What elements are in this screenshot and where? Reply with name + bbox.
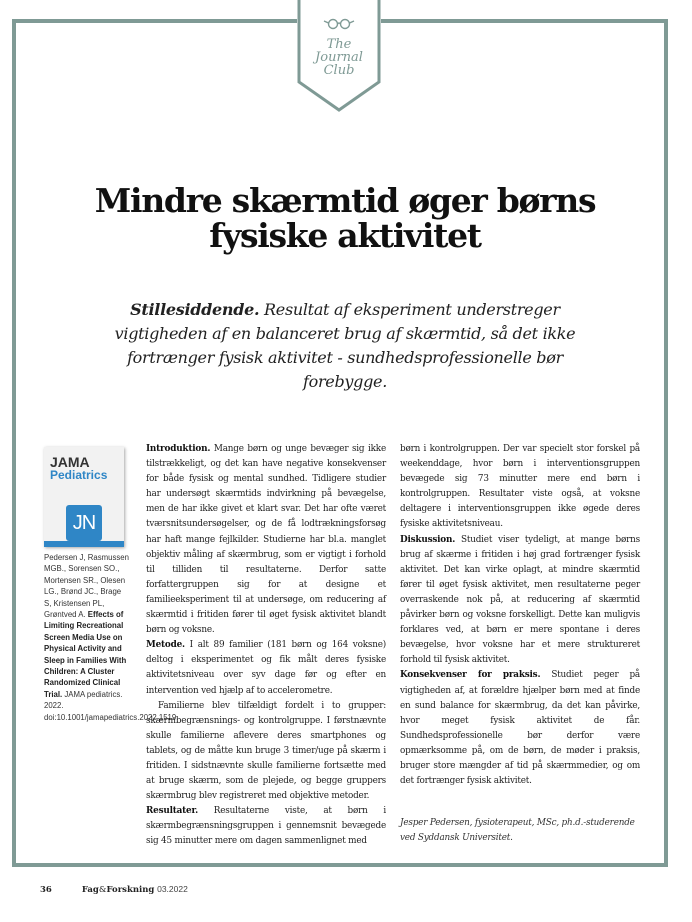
footer-brand-amp: & <box>98 885 107 895</box>
method-text: I alt 89 familier (181 børn og 164 voksne) deltog i eksperimentet og fik målt deres fysiske aktivitetsniveau over syv dage før og efter en intervention ved hjælp af to accelerometre. <box>146 640 386 696</box>
reference-authors: Pedersen J, Rasmussen MGB., Sorensen SO., Mortensen SR., Olesen LG., Brønd JC., Brage S, Kristensen PL, Grøntved A. <box>44 553 129 620</box>
cover-band <box>44 541 124 547</box>
author-note: Jesper Pedersen, fysioterapeut, MSc, ph.d.-studerende ved Syddansk Universitet. <box>400 818 635 843</box>
journal-club-tab <box>297 0 381 112</box>
lead-kicker: Stillesiddende. <box>130 300 260 319</box>
practice-paragraph <box>400 668 640 789</box>
method-paragraph <box>146 638 386 698</box>
page-footer <box>40 883 188 896</box>
results-paragraph <box>146 804 386 849</box>
body-column-right <box>400 442 640 789</box>
lead-text: Resultat af eksperiment understreger vigtigheden af en balanceret brug af skærmtid, så det ikke fortrænger fysisk aktivitet - sundhedsprofessionelle bør forebygge. <box>114 300 576 391</box>
intro-label: Introduktion. <box>146 444 211 454</box>
results-continuation: børn i kontrolgruppen. Der var specielt stor forskel på weekenddage, hvor børn i interventionsgruppen bevægede sig 73 minutter mere end børn i kontrolgruppen. Resultater viste også, at voksne deltagere i interventionsgruppen ikke øgede deres fysiske aktivitetsniveau. <box>400 444 640 530</box>
practice-label: Konsekvenser for praksis. <box>400 670 541 681</box>
intro-text: Mange børn og unge bevæger sig ikke tilstrækkeligt, og det kan have negative konsekvenser for både fysisk og mental sundhed. Tidligere studier har undersøgt skærmtids indvirkning på bevægelse, men de har ikke givet et klart svar. Det har ofte været tværsnitsundersøgelser, og de få lodtrækningsforsøg har haft mange fejlkilder. Studierne har bl.a. manglet objektiv måling af skærmbrug, som er vigtigt i forhold til tilliden til resultaterne. Derfor satte forfattergruppen sig for at designe et familieeksperiment til at undersøge, om reducering af skærmtid i fritiden fører til øget fysisk aktivitet blandt børn og voksne. <box>146 444 386 636</box>
cover-logo: JN <box>66 505 102 541</box>
journal-club-label <box>297 38 381 77</box>
discussion-text: Studiet viser tydeligt, at mange børns brug af skærme i fritiden i høj grad fortrænger fysisk aktivitet. Det kan virke oplagt, at mindre skærmtid fører til øget fysisk aktivitet, men resultaterne peger overraskende nok på, at reducering af skærmtid påvirker børn og voksne forskelligt. Dette kan muligvis forklares ved, at børn er mere spontane i deres bevægelse, hvor voksne har et mere struktureret forhold til fysisk aktivitet. <box>400 534 640 666</box>
results-label: Resultater. <box>146 806 198 817</box>
discussion-paragraph <box>400 533 640 669</box>
results-text: Resultaterne viste, at børn i skærmbegrænsningsgruppen i gennemsnit bevægede sig 45 minutter mere om dagen sammenlignet med <box>146 806 386 847</box>
tab-line-1: The <box>326 37 352 52</box>
method-paragraph-2: Familierne blev tilfældigt fordelt i to grupper: skærmbegrænsnings- og kontrolgruppe. I førstnævnte skulle familierne aflevere deres smartphones og tablets, og de måtte kun bruge 3 timer/uge på skærm i fritiden. I sidstnævnte skulle familierne fortsætte med at bruge skærm, som de plejede, og begge gruppers skærmbrug blev registreret med objektive metoder. <box>146 700 386 802</box>
cover-title: JAMA <box>50 454 90 470</box>
reference-title: Effects of Limiting Recreational Screen Media Use on Physical Activity and Sleep in Families With Children: A Cluster Randomized Clinical Trial. <box>44 610 127 699</box>
discussion-label: Diskussion. <box>400 534 456 545</box>
method-label: Metode. <box>146 640 185 651</box>
footer-brand-b: Forskning <box>106 885 155 895</box>
intro-paragraph <box>146 442 386 638</box>
body-column-left <box>146 442 386 850</box>
tab-line-2: Journal <box>315 50 363 65</box>
article-lead <box>90 298 600 394</box>
journal-cover-image <box>44 447 124 547</box>
cover-subtitle: Pediatrics <box>50 468 108 482</box>
reference-citation: JAMA pediatrics. 2022. doi:10.1001/jamapediatrics.2022.1519. <box>44 689 179 722</box>
page-number: 36 <box>40 885 52 895</box>
footer-brand-a: Fag <box>81 885 99 895</box>
article-title: Mindre skærmtid øger børns fysiske aktivitet <box>94 181 596 255</box>
tab-line-3: Club <box>323 63 355 78</box>
footer-issue: 03.2022 <box>157 884 188 894</box>
practice-text: Studiet peger på vigtigheden af, at forældre hjælper børn med at finde en sund balance for skærmbrug, da det kan påvirke, hvor meget fysisk aktivitet de får. Sundhedsprofessionelle bør derfor være opmærksomme på, om de børn, de møder i praksis, bruger store mængder af tid på skærmmedier, og om det fortrænger fysisk aktivitet. <box>400 670 640 787</box>
